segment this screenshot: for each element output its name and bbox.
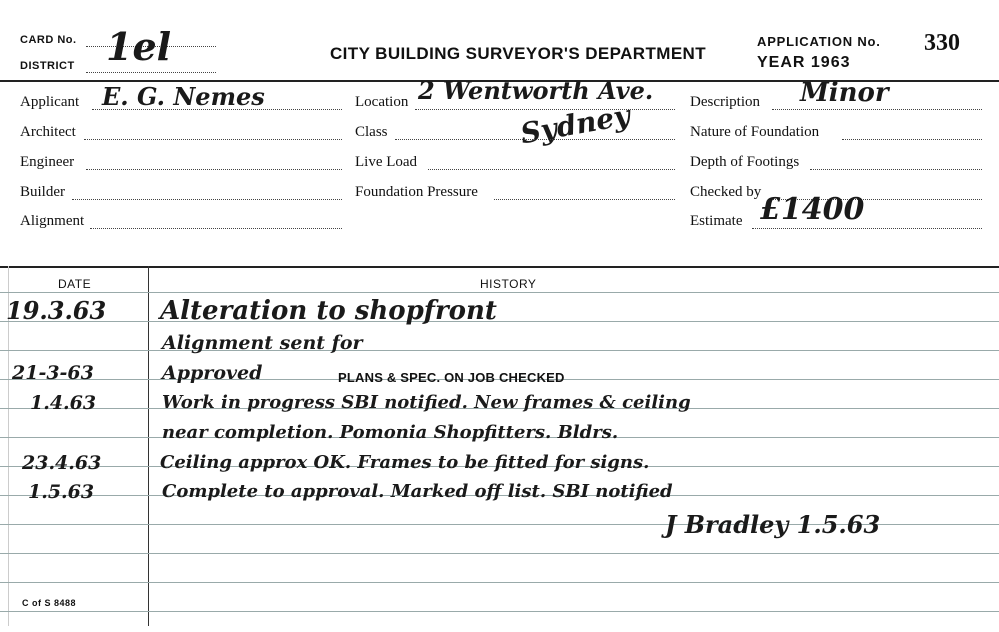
engineer-label: Engineer	[20, 154, 75, 170]
live-load-rule	[428, 169, 675, 170]
date-column-divider	[148, 266, 149, 626]
foundation-pressure-label: Foundation Pressure	[355, 184, 478, 200]
alignment-label: Alignment	[20, 213, 85, 229]
description-value: Minor	[800, 78, 889, 108]
class-rule	[395, 139, 675, 140]
nature-of-foundation-rule	[842, 139, 982, 140]
row-rule	[0, 553, 999, 554]
applicant-label: Applicant	[20, 94, 80, 110]
builder-rule	[72, 199, 342, 200]
history-date: 1.4.63	[30, 392, 97, 414]
class-label: Class	[355, 124, 388, 140]
row-rule	[0, 611, 999, 612]
applicant-value: E. G. Nemes	[102, 82, 265, 111]
history-text: Complete to approval. Marked off list. SBI notified	[162, 481, 673, 502]
history-date: 23.4.63	[22, 452, 102, 474]
builder-label: Builder	[20, 184, 65, 200]
estimate-rule	[752, 228, 982, 229]
form-code: C of S 8488	[22, 598, 77, 608]
architect-label: Architect	[20, 124, 76, 140]
row-rule	[0, 582, 999, 583]
estimate-value: £1400	[760, 192, 865, 227]
engineer-rule	[86, 169, 342, 170]
estimate-label: Estimate	[690, 213, 743, 229]
description-label: Description	[690, 94, 760, 110]
plans-spec-stamp: PLANS & SPEC. ON JOB CHECKED	[338, 370, 565, 385]
history-date: 19.3.63	[6, 296, 107, 325]
history-text: Alignment sent for	[162, 332, 363, 354]
history-text: Approved	[162, 362, 263, 384]
history-top-border	[0, 266, 999, 268]
year-label: YEAR 1963	[757, 54, 851, 71]
nature-of-foundation-label: Nature of Foundation	[690, 124, 820, 140]
signature: J Bradley 1.5.63	[665, 510, 881, 539]
foundation-pressure-rule	[494, 199, 675, 200]
card-no-value: 1el	[106, 24, 172, 69]
location-value: 2 Wentworth Ave.	[418, 76, 654, 105]
district-label: DISTRICT	[20, 60, 75, 72]
history-date: 1.5.63	[28, 481, 95, 503]
description-rule	[772, 109, 982, 110]
card-no-label: CARD No.	[20, 34, 77, 46]
depth-of-footings-label: Depth of Footings	[690, 154, 800, 170]
depth-of-footings-rule	[810, 169, 982, 170]
history-text: near completion. Pomonia Shopfitters. Bldrs.	[162, 422, 619, 443]
date-header: DATE	[58, 277, 92, 291]
application-no-label: APPLICATION No.	[757, 34, 881, 49]
page-title: CITY BUILDING SURVEYOR'S DEPARTMENT	[330, 44, 707, 63]
history-text: Work in progress SBI notified. New frames & ceiling	[162, 392, 691, 413]
location-rule	[415, 109, 675, 110]
district-rule	[86, 72, 216, 73]
application-no-value: 330	[924, 30, 960, 56]
architect-rule	[84, 139, 342, 140]
history-header: HISTORY	[480, 277, 537, 291]
row-rule	[0, 350, 999, 351]
location-label: Location	[355, 94, 409, 110]
live-load-label: Live Load	[355, 154, 418, 170]
history-date: 21-3-63	[12, 362, 94, 384]
history-text: Ceiling approx OK. Frames to be fitted for signs.	[160, 452, 650, 473]
history-text: Alteration to shopfront	[160, 296, 497, 326]
header-underline	[0, 292, 999, 293]
row-rule	[0, 321, 999, 322]
checked-by-label: Checked by	[690, 184, 762, 200]
location-value-line2: Sydney	[517, 98, 633, 151]
alignment-rule	[90, 228, 342, 229]
